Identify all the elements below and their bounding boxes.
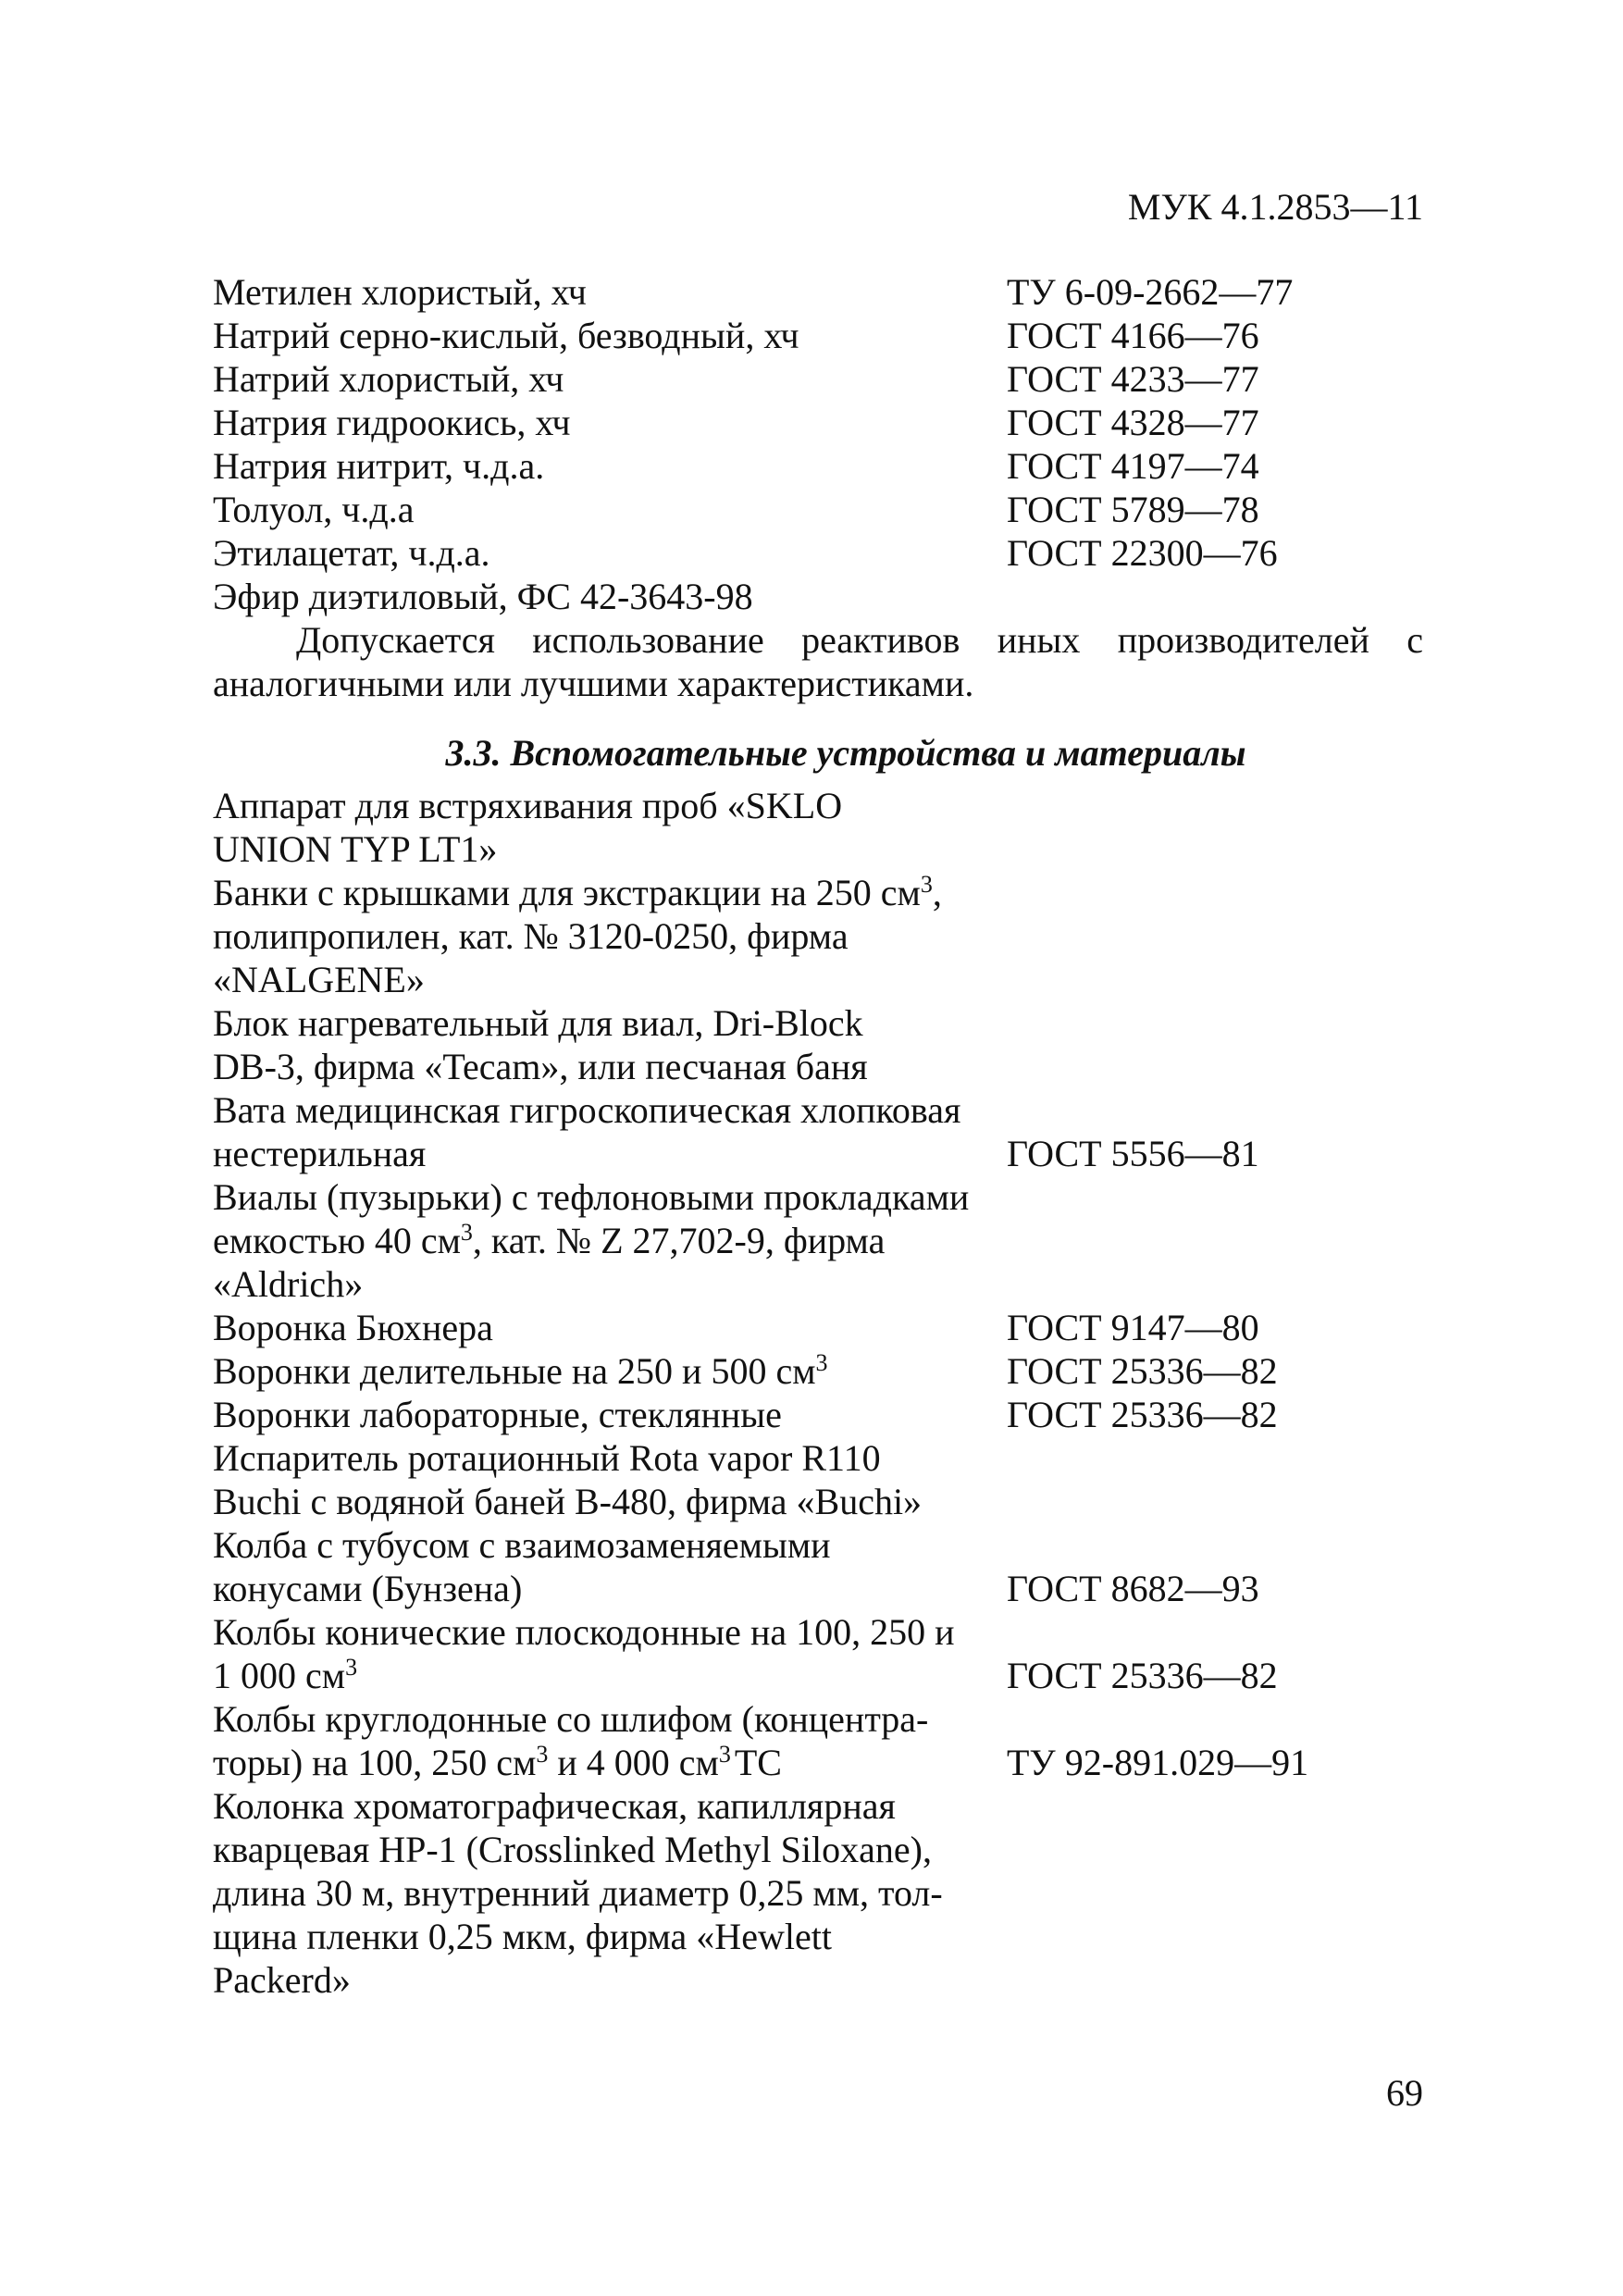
substitution-note: Допускается использование реактивов иных производителей с аналогичными или лучшими характеристиками. bbox=[213, 619, 1423, 704]
reagent-standard: ГОСТ 4233—77 bbox=[1007, 358, 1259, 400]
equipment-name: Колбы круглодонные со шлифом (концентра- торы) на 100, 250 $см^3$ и 4 000 $см^3$ ТС bbox=[213, 1698, 929, 1783]
list-item bbox=[213, 401, 1423, 444]
equipment-name: Воронки делительные на 250 и 500 $см^3$ bbox=[213, 1349, 828, 1392]
reagent-name: Натрий хлористый, хч bbox=[213, 358, 564, 400]
equipment-standard: ГОСТ 25336—82 bbox=[1007, 1350, 1278, 1392]
equipment-name: Блок нагревательный для виал, Dri-Block DB-3, фирма «Tecam», или песчаная баня bbox=[213, 1002, 868, 1087]
list-item bbox=[213, 1697, 1423, 1784]
list-item bbox=[213, 1436, 1423, 1523]
equipment-standard: ГОСТ 25336—82 bbox=[1007, 1655, 1278, 1696]
list-item bbox=[213, 270, 1423, 314]
list-item bbox=[213, 1523, 1423, 1610]
list-item bbox=[213, 1001, 1423, 1088]
list-item bbox=[213, 1393, 1423, 1436]
list-item bbox=[213, 1349, 1423, 1393]
equipment-name: Аппарат для встряхивания проб «SKLO UNION TYP LT1» bbox=[213, 785, 843, 870]
list-item bbox=[213, 444, 1423, 488]
equipment-name: Воронки лабораторные, стеклянные bbox=[213, 1394, 782, 1435]
list-item bbox=[213, 1306, 1423, 1349]
equipment-standard: ГОСТ 5556—81 bbox=[1007, 1133, 1259, 1174]
list-item bbox=[213, 871, 1423, 1001]
reagent-standard: ГОСТ 4197—74 bbox=[1007, 445, 1259, 487]
equipment-name: Вата медицинская гигроскопическая хлопковая нестерильная bbox=[213, 1089, 961, 1174]
reagent-name: Натрия нитрит, ч.д.а. bbox=[213, 445, 545, 487]
equipment-standard: ГОСТ 9147—80 bbox=[1007, 1307, 1259, 1348]
document-body bbox=[213, 270, 1423, 2002]
reagent-name: Толуол, ч.д.а bbox=[213, 489, 415, 530]
reagent-name: Метилен хлористый, хч bbox=[213, 271, 587, 313]
reagent-name: Эфир диэтиловый, ФС 42-3643-98 bbox=[213, 576, 753, 617]
list-item bbox=[213, 488, 1423, 531]
list-item bbox=[213, 314, 1423, 357]
equipment-name: Банки с крышками для экстракции на 250 $см^3$, полипропилен, кат. № 3120-0250, фирма «NALGENE» bbox=[213, 871, 942, 1000]
section-heading: 3.3. Вспомогательные устройства и материалы bbox=[445, 732, 1246, 774]
reagent-standard: ГОСТ 5789—78 bbox=[1007, 489, 1259, 530]
equipment-name: Колбы конические плоскодонные на 100, 250 и 1 000 $см^3$ bbox=[213, 1611, 955, 1696]
document-id: МУК 4.1.2853—11 bbox=[1127, 186, 1423, 228]
reagent-standard: ГОСТ 4166—76 bbox=[1007, 315, 1259, 356]
equipment-name: Испаритель ротационный Rota vapor R110 Buchi с водяной баней B-480, фирма «Buchi» bbox=[213, 1437, 923, 1522]
equipment-list bbox=[213, 784, 1423, 2002]
reagent-standard: ГОСТ 22300—76 bbox=[1007, 532, 1278, 574]
list-item bbox=[213, 531, 1423, 575]
reagents-list bbox=[213, 270, 1423, 618]
reagent-standard: ТУ 6-09-2662—77 bbox=[1007, 271, 1294, 313]
equipment-name: Воронка Бюхнера bbox=[213, 1307, 493, 1348]
list-item bbox=[213, 1610, 1423, 1697]
list-item bbox=[213, 1784, 1423, 2002]
list-item bbox=[213, 1175, 1423, 1306]
equipment-standard: ТУ 92-891.029—91 bbox=[1007, 1742, 1309, 1783]
page-number: 69 bbox=[1386, 2072, 1423, 2114]
equipment-name: Виалы (пузырьки) с тефлоновыми прокладками емкостью 40 $см^3$, кат. № Z 27,702-9, фирма «Aldrich» bbox=[213, 1176, 970, 1305]
reagent-name: Этилацетат, ч.д.а. bbox=[213, 532, 490, 574]
list-item bbox=[213, 357, 1423, 401]
equipment-standard: ГОСТ 25336—82 bbox=[1007, 1394, 1278, 1435]
reagent-name: Натрий серно-кислый, безводный, хч bbox=[213, 315, 799, 356]
equipment-name: Колонка хроматографическая, капиллярная кварцевая HP-1 (Crosslinked Methyl Siloxane), длина 30 м, внутренний диаметр 0,25 мм, тол- щина пленки 0,25 мкм, фирма «Hewlett Packerd» bbox=[213, 1785, 943, 2001]
equipment-name: Колба с тубусом с взаимозаменяемыми конусами (Бунзена) bbox=[213, 1524, 831, 1609]
reagent-name: Натрия гидроокись, хч bbox=[213, 402, 571, 443]
list-item bbox=[213, 575, 1423, 618]
equipment-standard: ГОСТ 8682—93 bbox=[1007, 1568, 1259, 1609]
list-item bbox=[213, 1088, 1423, 1175]
reagent-standard: ГОСТ 4328—77 bbox=[1007, 402, 1259, 443]
list-item bbox=[213, 784, 1423, 871]
